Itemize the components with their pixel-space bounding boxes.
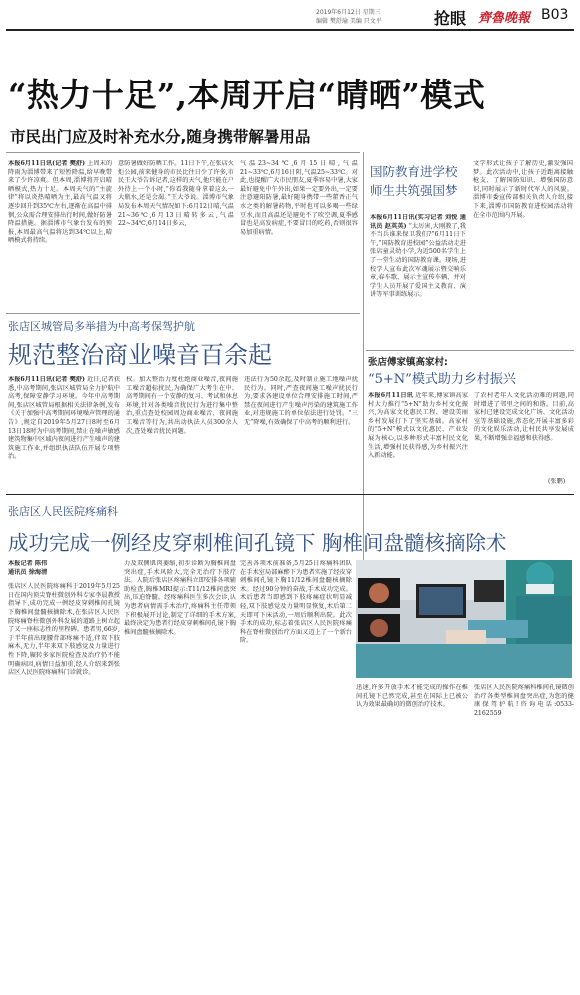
story2-sidebar-byline: 本报6月11日讯 [368,392,414,399]
story2-column-1 [8,376,120,488]
masthead-editor: 编辑 樊舒瑜 美编 只文平 [316,18,382,25]
photo-caption: 张店区人民医院疼痛科椎间孔镜微创治疗各类型椎间盘突出症,为您的健康保驾护航!咨询电话:0533-2162559 [474,684,574,717]
masthead-paper-logo: 齊魯晚報 [478,11,531,26]
story2-column-2: 权。加大整治力度杜绝商业噪音,夜间施工噪音超标扰民,为确保广大考生在中、高考期间有一个安静的复习、考试和休息环境,针对各类噪音扰民行为进行集中整治,重点查处校园周边商业噪音、夜间施工噪音等行为,共出动执法人员300余人次,查处噪音扰民问题。 [126,376,238,435]
story1-headline: “热力十足”,本周开启“晴晒”模式 [8,76,486,114]
story3-byline-2: 通讯员 徐海清 [8,568,48,576]
masthead-page-number: B03 [541,7,569,23]
story1-col1-text: 上周末的降雨为淄博带来了短暂降温,给早晚带来了少许凉爽。但本周,淄博将开启晴晒模式,热力十足。本周天气的“主旋律”将以炎热晴晒为主,最高气温又将逐步回升到35℃左右,逐渐在高温中徘徊,公众需合理安排出行时间,做好防暑降温措施。据淄博市气象台发布的预报,本周最高气温将达到34℃以上,晴晒模式将持续。 [8,160,112,245]
story1-byline: 本报6月11日讯(记者 樊舒) [8,160,86,167]
story1-column-3: 气温23~34℃,6月15日晴,气温21~33℃,6月16日阴,气温25~33℃。对此,也提醒广大市民朋友,夏季容易中暑,大家最好避免中午外出,如果一定要外出,一定要注意避阳防暑,最好随身携带一些藿香正气水之类的解暑药物,平时也可以多喝一些绿豆水,而且高温还是避免不了吹空调,夏季感冒也是高发病症,不要冒目的吃药,否则很容易加重病情。 [240,160,358,236]
story2-sidebar-rule [366,350,574,351]
story3-headline: 成功完成一例经皮穿刺椎间孔镜下 胸椎间盘髓核摘除术 [8,531,507,555]
story2-sidebar-headline: “5+N”模式助力乡村振兴 [368,372,516,387]
story2-col1-text: 近日,记者获悉,中高考期间,张店区城管局全力护航中高考,保障安静学习环境。今年中高考期间,张店区城管局根据相关法律条例,发布《关于加强中高考期间环境噪声管理的通告》,规定自2019年5月27日8时至6月13日18时为中高考期间,禁止在噪声敏感建筑物集中区域内夜间进行产生噪声的建筑施工作业,并组织执法队伍开展专项整治。 [8,376,120,461]
story1-column-1 [8,160,112,308]
story2-column-3: 违法行为50余起,及时制止施工地噪声扰民行为。同时,严查夜间施工噪声扰民行为,要求各建设单位合理安排施工时间,严禁在夜间进行产生噪声污染的建筑施工作业,对违规施工的单位依法进行处罚。“三无”降噪,有效确保了中高考的顺利进行。 [244,376,358,426]
story2-headline: 规范整治商业噪音百余起 [8,341,272,369]
story3-column-4: 迅速,许多开放手术才能完成的操作在椎间孔镜下已然完成,甚至在国际上已被公认为效果最确切的微创治疗技术。 [356,684,468,709]
story2-sidebar-text-1: 近年来,傅家镇高家村大力推行“5+N”助力乡村文化振兴,为高家文化惠民工程、建设美丽乡村发展打下了坚实基础。高家村的“5+N”模式以文化惠民、产业发展为核心,以多种形式丰富村民文化生活,增强村民获得感,为乡村振兴注入新动能。 [368,392,468,460]
story1-column-2: 意防暑做好防晒工作。11日下午,在张店火炬公园,前来健身的市民比往日少了许多,市民王大爷告诉记者,这样的天气,他只能在户外待上一个小时,“你看我随身拿着这么一大瓶水,还是会渴。”王大爷说。淄博市气象局发布本周天气情况如下:6月12日晴,气温21~36℃,6月13日晴转多云,气温22~34℃,6月14日多云, [118,160,234,228]
masthead-rule [6,29,574,31]
story3-column-3: 完善各项术前准备,5月25日疼痛科团队在手术室局部麻醉下为患者实施了经皮穿刺椎间孔镜下胸11/12椎间盘髓核摘除术。经过90分钟的奋战,手术成功完成。术后患者当即感到下肢疼痛症状明显减轻,双下肢感觉及力量明显恢复,术后第二天即可下床活动,一周后顺利出院。此次手术的成功,标志着张店区人民医院疼痛科在脊柱微创治疗方面又迈上了一个新台阶。 [240,560,352,645]
story2-kicker: 张店区城管局多举措为中高考保驾护航 [8,320,195,333]
story3-col1-text: 张店区人民医院疼痛科于2019年5月25日在国内顶尖脊柱微创外科专家李晨教授指导下,成功完成一例经皮穿刺椎间孔镜下胸椎间盘髓核摘除术,在张店区人民医院疼痛脊柱微创外科发展的道路上树立起了又一座标志性的里程碑。患者男,66岁,于半年前出现腰背部疼痛不适,伴双下肢麻木,无力,半年来双下肢感觉及力量进行性下降,辗转多家医院检查及治疗仍不能明确病因,病情日益加重,经人介绍来到张店区人民医院疼痛科门诊就诊。 [8,583,120,677]
story2-sidebar-end: (张鹏) [548,478,566,485]
story1-sidebar-column-2: 文学形式让孩子了解历史,激发强国梦。此次活动中,让孩子近距离接触枪支、了解国防知识、增强国防意识,同时展示了新时代军人的风貌。淄博市委宣传部相关负责人介绍,接下来,淄博市国防教育进校园活动将在全市范围内开展。 [473,160,573,219]
surgery-photo [356,560,572,678]
story3-top-rule [6,494,574,495]
story2-top-rule [6,313,360,314]
story3-column-2: 力及双侧肌肉萎缩,初步诊断为胸椎间盘突出症,手术风险大,完全无治疗下肢疗法。人院后张店区疼痛科立即安排各项辅助检查,胸椎MRI提示:T11/12椎间盘突出,压迫脊髓。经疼痛科医生多次会诊,认为患者病情需手术治疗,疼痛科主任带领下积极展开讨论,制定了详细的手术方案,最终决定为患者行经皮穿刺椎间孔镜下胸椎间盘髓核摘除术。 [124,560,236,636]
story1-sidebar-text-1: “太厉害,大刚教了,我不当兵谁来保卫我们?”6月11日下午,“国防教育进校园”公益活动走进张店童灵幼小学,为近500名学生上了一堂生动的国防教育课。现场,进校学人宣布此次军魂展示暨交响乐章,春车歌、展示主宣传车辆、并对学生人员开展了爱国主义教育、演讲等军事训练展示。 [370,222,466,299]
surgery-photo-illustration [356,560,572,678]
story3-kicker: 张店区人民医院疼痛科 [8,505,118,518]
story2-byline: 本报6月11日讯(记者 樊舒) [8,376,85,383]
story1-subhead: 市民出门应及时补充水分,随身携带解暑用品 [10,128,311,146]
masthead-section: 抢眼 [434,9,467,28]
story3-byline-1: 本报记者 陈伟 [8,560,48,567]
story1-divider [6,152,360,153]
masthead-date: 2019年6月12日 星期三 [316,9,381,16]
story1-sidebar-byline: 本报6月11日讯(实习记者 刘悦 通讯员 赵英英) [370,214,466,230]
story2-sidebar-kicker: 张店傅家镇高家村: [368,357,448,368]
story2-sidebar-column-1 [368,392,468,488]
story2-sidebar-column-2: 了农村老年人文化活动难的问题,同时增进了邻里之间的和谐。目前,高家村已建设完成文化广场、文化活动室等基础设施,常态化开展丰富多彩的文化娱乐活动,让村民共享发展成果,不断增强幸福感和获得感。 [474,392,574,442]
story3-column-1 [8,560,120,678]
story1-sidebar-headline: 国防教育进学校 师生共筑强国梦 [370,164,458,198]
story1-sidebar-column-1 [370,214,466,344]
